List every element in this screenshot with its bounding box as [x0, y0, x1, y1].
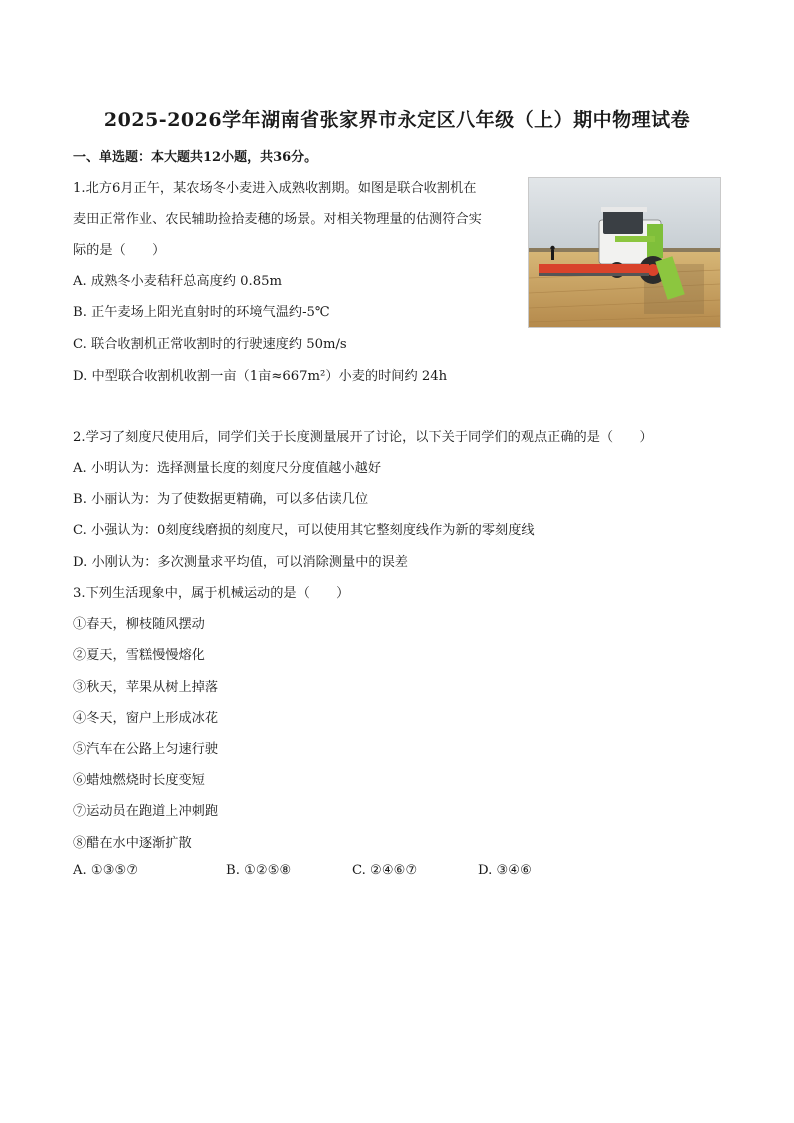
- q3-option-d: D. ③④⑥: [478, 863, 532, 878]
- q3-item-5: ⑤汽车在公路上匀速行驶: [73, 742, 219, 757]
- q3-item-6: ⑥蜡烛燃烧时长度变短: [73, 773, 205, 788]
- q1-stem-line-3: 际的是（ ）: [73, 243, 166, 258]
- q1-option-c: C. 联合收割机正常收割时的行驶速度约 50m/s: [73, 337, 347, 352]
- q3-option-b: B. ①②⑤⑧: [226, 863, 292, 878]
- q1-stem-line-2: 麦田正常作业、农民辅助捡拾麦穗的场景。对相关物理量的估测符合实: [73, 212, 482, 227]
- q2-option-d: D. 小刚认为：多次测量求平均值，可以消除测量中的误差: [73, 555, 408, 570]
- q1-option-a: A. 成熟冬小麦秸秆总高度约 0.85m: [73, 274, 283, 289]
- q3-item-1: ①春天，柳枝随风摆动: [73, 617, 205, 632]
- q1-option-b: B. 正午麦场上阳光直射时的环境气温约-5℃: [73, 305, 330, 320]
- q2-stem: 2.学习了刻度尺使用后，同学们关于长度测量展开了讨论，以下关于同学们的观点正确的是（ ）: [73, 430, 653, 445]
- q3-item-2: ②夏天，雪糕慢慢熔化: [73, 648, 205, 663]
- q3-item-8: ⑧醋在水中逐渐扩散: [73, 836, 192, 851]
- page-title: 2025-2026学年湖南省张家界市永定区八年级（上）期中物理试卷: [103, 109, 691, 131]
- q3-option-c: C. ②④⑥⑦: [352, 863, 418, 878]
- q3-item-4: ④冬天，窗户上形成冰花: [73, 711, 219, 726]
- q1-stem-line-1: 1.北方6月正午，某农场冬小麦进入成熟收割期。如图是联合收割机在: [73, 181, 477, 196]
- q3-option-a: A. ①③⑤⑦: [73, 863, 139, 878]
- section-heading: 一、单选题：本大题共12小题，共36分。: [73, 150, 318, 165]
- q2-option-b: B. 小丽认为：为了使数据更精确，可以多估读几位: [73, 492, 369, 507]
- combine-harvester-photo: [528, 177, 721, 328]
- q3-stem: 3.下列生活现象中，属于机械运动的是（ ）: [73, 586, 350, 601]
- q3-item-7: ⑦运动员在跑道上冲刺跑: [73, 804, 219, 819]
- q2-option-a: A. 小明认为：选择测量长度的刻度尺分度值越小越好: [73, 461, 382, 476]
- q3-item-3: ③秋天，苹果从树上掉落: [73, 680, 219, 695]
- q1-option-d: D. 中型联合收割机收割一亩（1亩≈667m²）小麦的时间约 24h: [73, 369, 448, 384]
- q2-option-c: C. 小强认为：0刻度线磨损的刻度尺，可以使用其它整刻度线作为新的零刻度线: [73, 523, 535, 538]
